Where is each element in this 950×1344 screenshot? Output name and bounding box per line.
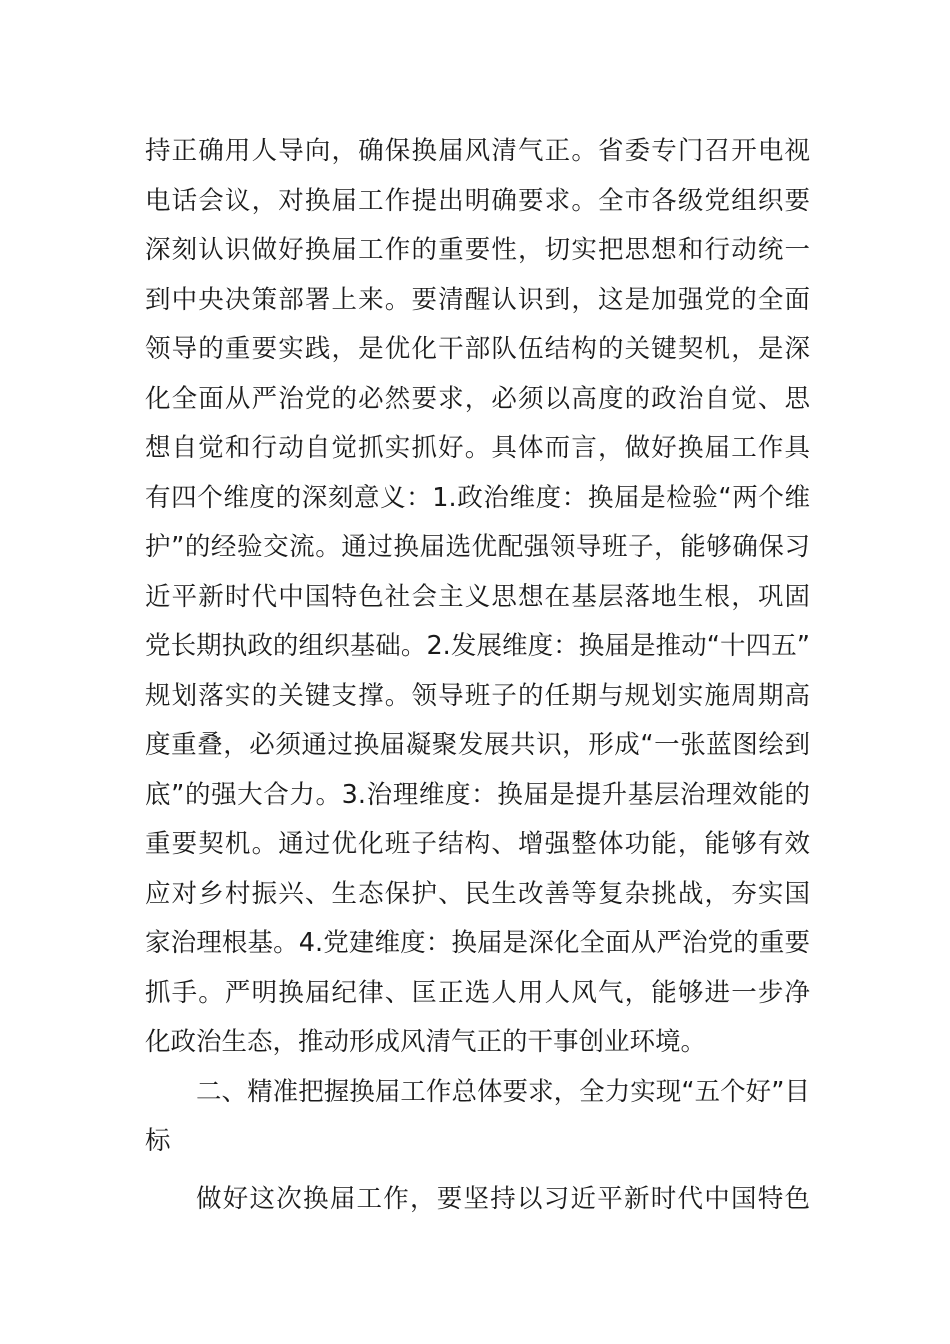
text-line: 到中央决策部署上来。要清醒认识到，这是加强党的全面 [145,284,810,315]
section-heading [145,1068,810,1167]
heading-line: 二、精准把握换届工作总体要求，全力实现“五个好”目 [196,1076,810,1107]
text-line: 抓手。严明换届纪律、匡正选人用人风气，能够进一步净 [145,977,810,1008]
text-line: 化政治生态，推动形成风清气正的干事创业环境。 [145,1027,707,1057]
next-paragraph [145,1175,810,1225]
text-line: 规划落实的关键支撑。领导班子的任期与规划实施周期高 [145,680,810,711]
document-body [145,127,810,1224]
text-line: 党长期执政的组织基础。2.发展维度：换届是推动“十四五” [145,631,810,661]
text-line: 电话会议，对换届工作提出明确要求。全市各级党组织要 [145,185,810,216]
text-line: 做好这次换届工作，要坚持以习近平新时代中国特色 [196,1183,810,1214]
text-line: 有四个维度的深刻意义：1.政治维度：换届是检验“两个维 [145,482,810,513]
text-line: 想自觉和行动自觉抓实抓好。具体而言，做好换届工作具 [145,433,810,463]
text-line: 深刻认识做好换届工作的重要性，切实把思想和行动统一 [145,235,810,265]
text-line: 领导的重要实践，是优化干部队伍结构的关键契机，是深 [145,334,810,364]
text-line: 底”的强大合力。3.治理维度：换届是提升基层治理效能的 [145,779,810,810]
text-line: 护”的经验交流。通过换届选优配强领导班子，能够确保习 [145,532,810,562]
text-line: 度重叠，必须通过换届凝聚发展共识，形成“一张蓝图绘到 [145,730,810,760]
text-line: 化全面从严治党的必然要求，必须以高度的政治自觉、思 [145,383,810,414]
body-paragraph [145,127,810,1068]
text-line: 应对乡村振兴、生态保护、民生改善等复杂挑战，夯实国 [145,878,810,909]
text-line: 近平新时代中国特色社会主义思想在基层落地生根，巩固 [145,581,810,612]
text-line: 家治理根基。4.党建维度：换届是深化全面从严治党的重要 [145,928,810,958]
paragraph-gap [145,1167,810,1175]
text-line: 重要契机。通过优化班子结构、增强整体功能，能够有效 [145,829,810,859]
text-line: 持正确用人导向，确保换届风清气正。省委专门召开电视 [145,136,810,166]
heading-line: 标 [145,1126,171,1156]
